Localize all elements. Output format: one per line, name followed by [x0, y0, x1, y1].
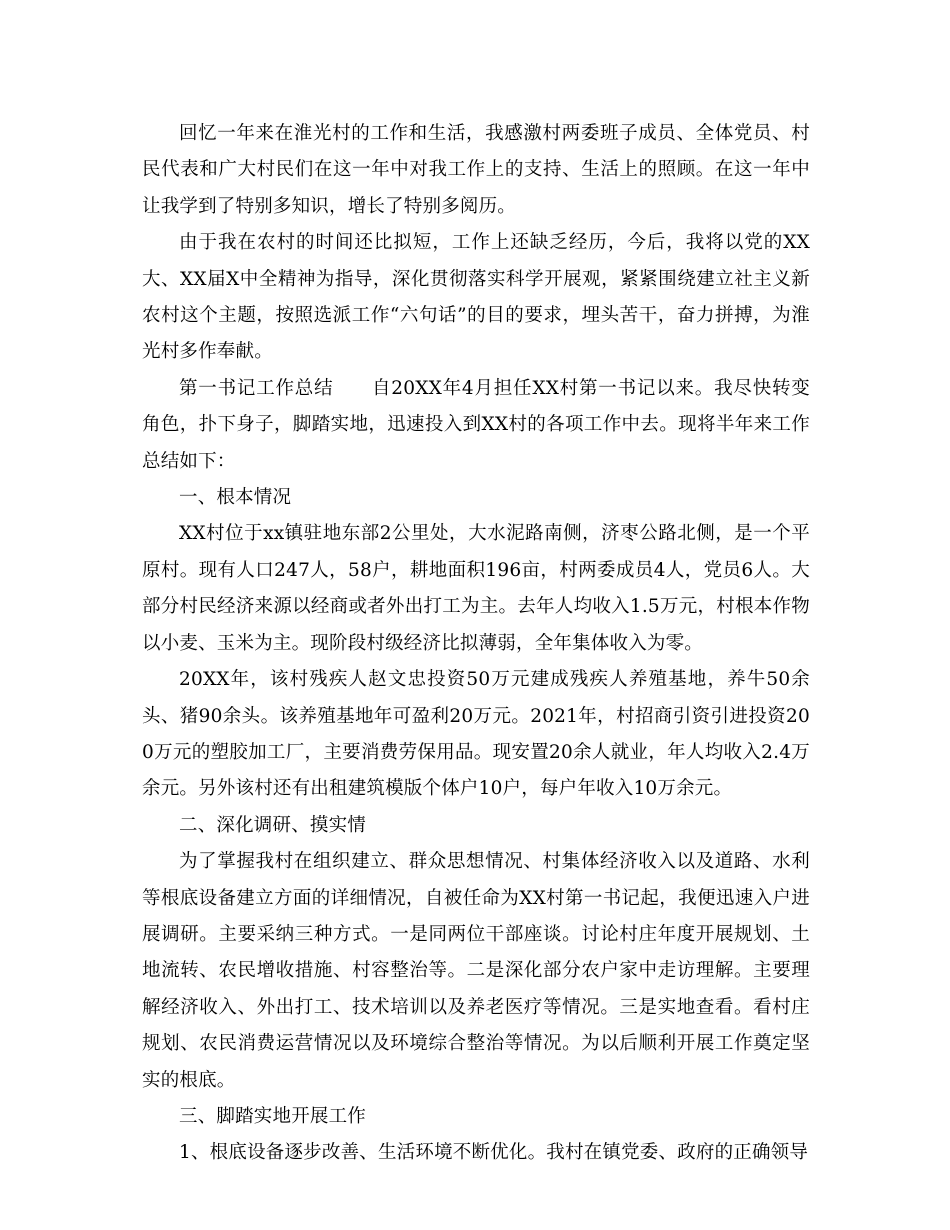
section-heading-basic-situation: 一、根本情况	[179, 487, 292, 509]
paragraph-infrastructure: 1、根底设备逐步改善、生活环境不断优化。我村在镇党委、政府的正确领导	[179, 1142, 809, 1164]
section-heading-research: 二、深化调研、摸实情	[179, 814, 367, 836]
paragraph-future-plan: 由于我在农村的时间还比拟短，工作上还缺乏经历，今后，我将以党的XX大、XX届X中全精神为指导，深化贯彻落实科学开展观，紧紧围绕建立社主义新农村这个主题，按照选派工作“六句话”的目的要求，埋头苦干，奋力拼搏，为淮光村多作奉献。	[142, 232, 810, 363]
paragraph-village-overview: XX村位于xx镇驻地东部2公里处，大水泥路南侧，济枣公路北侧，是一个平原村。现有人口247人，58户，耕地面积196亩，村两委成员4人，党员6人。大部分村民经济来源以经商或者外出打工为主。去年人均收入1.5万元，村根本作物以小麦、玉米为主。现阶段村级经济比拟薄弱，全年集体收入为零。	[142, 523, 810, 654]
paragraph-village-enterprises: 20XX年，该村残疾人赵文忠投资50万元建成残疾人养殖基地，养牛50余头、猪90余头。该养殖基地年可盈利20万元。2021年，村招商引资引进投资200万元的塑胶加工厂，主要消费劳保用品。现安置20余人就业，年人均收入2.4万余元。另外该村还有出租建筑模版个体户10户，每户年收入10万余元。	[142, 669, 810, 800]
paragraph-research-details: 为了掌握我村在组织建立、群众思想情况、村集体经济收入以及道路、水利等根底设备建立方面的详细情况，自被任命为XX村第一书记起，我便迅速入户进展调研。主要采纳三种方式。一是同两位干部座谈。讨论村庄年度开展规划、土地流转、农民增收措施、村容整治等。二是深化部分农户家中走访理解。主要理解经济收入、外出打工、技术培训以及养老医疗等情况。三是实地查看。看村庄规划、农民消费运营情况以及环境综合整治等情况。为以后顺利开展工作奠定坚实的根底。	[142, 851, 810, 1091]
paragraph-intro-reflection: 回忆一年来在淮光村的工作和生活，我感激村两委班子成员、全体党员、村民代表和广大村民们在这一年中对我工作上的支持、生活上的照顾。在这一年中让我学到了特别多知识，增长了特别多阅历。	[142, 123, 810, 217]
document-body	[142, 116, 810, 1172]
paragraph-work-summary-intro: 第一书记工作总结 自20XX年4月担任XX村第一书记以来。我尽快转变角色，扑下身子，脚踏实地，迅速投入到XX村的各项工作中去。现将半年来工作总结如下：	[142, 377, 810, 472]
section-heading-practical-work: 三、脚踏实地开展工作	[179, 1105, 367, 1127]
